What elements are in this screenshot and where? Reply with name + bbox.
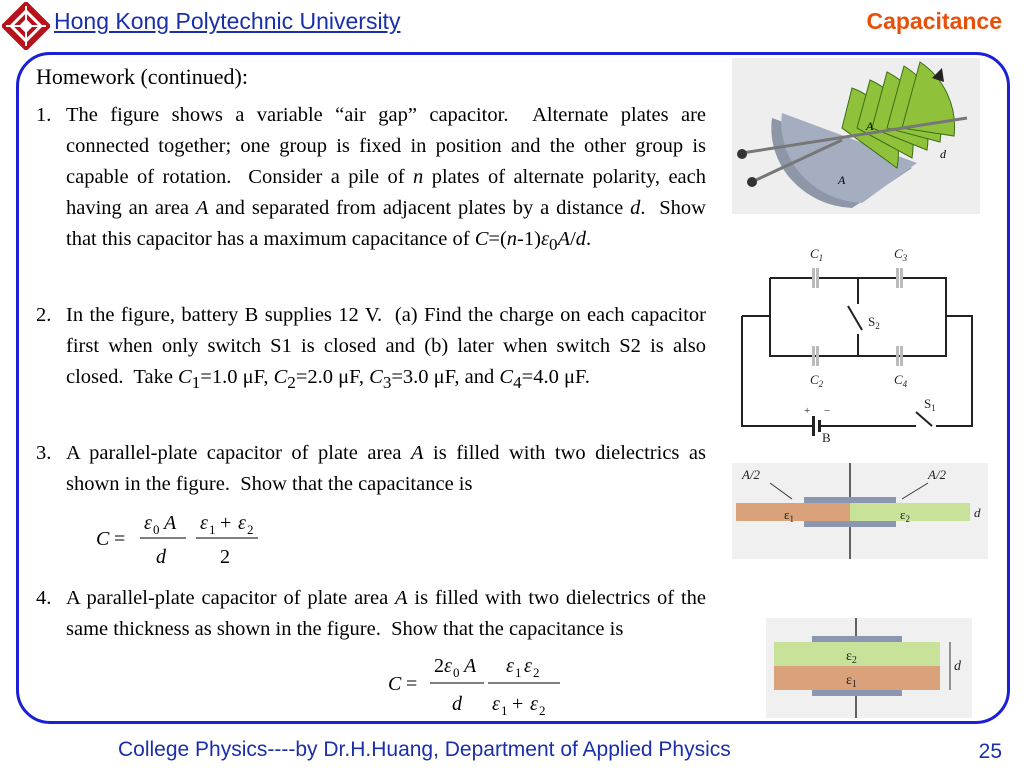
- circuit-label-c2: C: [810, 372, 819, 387]
- svg-text:=: =: [406, 673, 418, 695]
- svg-text:ε: ε: [144, 512, 152, 534]
- figure-label-eps1: ε: [784, 507, 790, 522]
- svg-text:C4: $C_4$: [894, 372, 908, 389]
- page-number: 25: [978, 740, 1002, 763]
- svg-text:ε2: $\varepsilon_2$: [846, 649, 857, 666]
- figure-label-a: A: [838, 173, 846, 187]
- svg-text:2: 2: [533, 665, 540, 680]
- slide-topic: Capacitance: [866, 8, 1002, 34]
- circuit-label-s2: S: [868, 314, 876, 329]
- figure-circuit: [736, 242, 976, 452]
- svg-text:C2: $C_2$: [810, 372, 824, 389]
- svg-text:A: A: [164, 512, 177, 534]
- svg-text:2: 2: [434, 655, 444, 677]
- svg-text:−: −: [824, 405, 831, 417]
- svg-text:S2: $S_2$: [868, 314, 880, 331]
- question-number: 2.: [36, 304, 52, 326]
- figure-label-half-area: A/2: [742, 467, 761, 482]
- circuit-label-c1: C: [810, 246, 819, 261]
- figure-label-d: d: [940, 147, 946, 161]
- question-number: 4.: [36, 587, 52, 609]
- figure-label-eps2: ε: [846, 649, 852, 664]
- svg-text:ε: ε: [200, 512, 208, 534]
- question-1: [36, 100, 706, 260]
- figure-variable-capacitor: [732, 58, 980, 214]
- svg-text:A: A: [464, 655, 477, 677]
- svg-text:d: d: [452, 693, 462, 715]
- figure-dielectrics-stacked: [766, 618, 972, 718]
- question-4: [36, 583, 706, 645]
- circuit-label-b: B: [822, 430, 831, 445]
- equation-q3: [92, 505, 272, 569]
- question-number: 3.: [36, 442, 52, 464]
- svg-text:ε: ε: [530, 693, 538, 715]
- svg-text:0: 0: [453, 665, 460, 680]
- university-link[interactable]: Hong Kong Polytechnic University: [54, 8, 401, 34]
- question-text: The figure shows a variable “air gap” capacitor. Alternate plates are connected together; one group is fixed in position and the other group is capable of rotation. Consider a pile of n plates of alternate polarity, each having an area A and separated from adjacent plates by a distance d. Show that this capacitor has a maximum capacitance of $C=(n-1)\varepsilon_0A/d$.: [66, 104, 706, 255]
- svg-text:0: 0: [153, 522, 160, 537]
- circuit-label-c4: C: [894, 372, 903, 387]
- figure-label-d: d: [974, 505, 981, 520]
- question-number: 1.: [36, 104, 52, 126]
- svg-text:ε: ε: [444, 655, 452, 677]
- svg-text:ε: ε: [492, 693, 500, 715]
- svg-text:d: d: [156, 546, 166, 568]
- university-logo: [2, 2, 50, 50]
- svg-text:ε1: $\varepsilon_1$: [784, 507, 794, 524]
- slide-heading: Homework (continued):: [36, 64, 248, 89]
- figure-dielectrics-side: [732, 463, 988, 559]
- svg-text:ε: ε: [524, 655, 532, 677]
- equation-q4: [384, 650, 574, 720]
- svg-text:ε: ε: [238, 512, 246, 534]
- circuit-label-s1: S: [924, 396, 932, 411]
- svg-text:2: 2: [247, 522, 254, 537]
- circuit-label-c3: C: [894, 246, 903, 261]
- figure-label-eps2: ε: [900, 507, 906, 522]
- svg-text:2: 2: [220, 546, 230, 568]
- svg-text:C: C: [96, 528, 110, 550]
- svg-text:ε2: $\varepsilon_2$: [900, 507, 910, 524]
- figure-label-a: A: [866, 119, 874, 133]
- svg-text:+: +: [220, 512, 232, 534]
- figure-label-eps1: ε: [846, 673, 852, 688]
- svg-text:C1: $C_1$: [810, 246, 824, 263]
- question-text: In the figure, battery B supplies 12 V. (a) Find the charge on each capacitor first when only switch S1 is closed and (b) later when switch S2 is also closed. Take $C_1=1.0$ μF, $C_2=2.0$ μF, $C_3=3.0$ μF, and $C_4=4.0$ μF.: [66, 304, 706, 393]
- svg-text:2: 2: [539, 703, 546, 718]
- svg-text:1: 1: [501, 703, 508, 718]
- svg-text:1: 1: [209, 522, 216, 537]
- svg-text:=: =: [114, 528, 126, 550]
- svg-text:S1: $S_1$: [924, 396, 936, 413]
- question-text: A parallel-plate capacitor of plate area A is filled with two dielectrics as shown in the figure. Show that the capacitance is: [66, 442, 706, 495]
- svg-text:+: +: [512, 693, 524, 715]
- figure-label-half-area: A/2: [928, 467, 947, 482]
- svg-text:ε1: $\varepsilon_1$: [846, 673, 857, 690]
- svg-text:1: 1: [515, 665, 522, 680]
- svg-text:C3: $C_3$: [894, 246, 908, 263]
- footer-credit: College Physics----by Dr.H.Huang, Department of Applied Physics: [118, 738, 731, 761]
- question-3: [36, 438, 706, 500]
- figure-label-d: d: [954, 659, 961, 674]
- svg-text:C: C: [388, 673, 402, 695]
- svg-text:ε: ε: [506, 655, 514, 677]
- svg-text:+: +: [804, 405, 811, 417]
- question-2: [36, 300, 706, 398]
- question-text: A parallel-plate capacitor of plate area A is filled with two dielectrics of the same thickness as shown in the figure. Show that the capacitance is: [66, 587, 707, 640]
